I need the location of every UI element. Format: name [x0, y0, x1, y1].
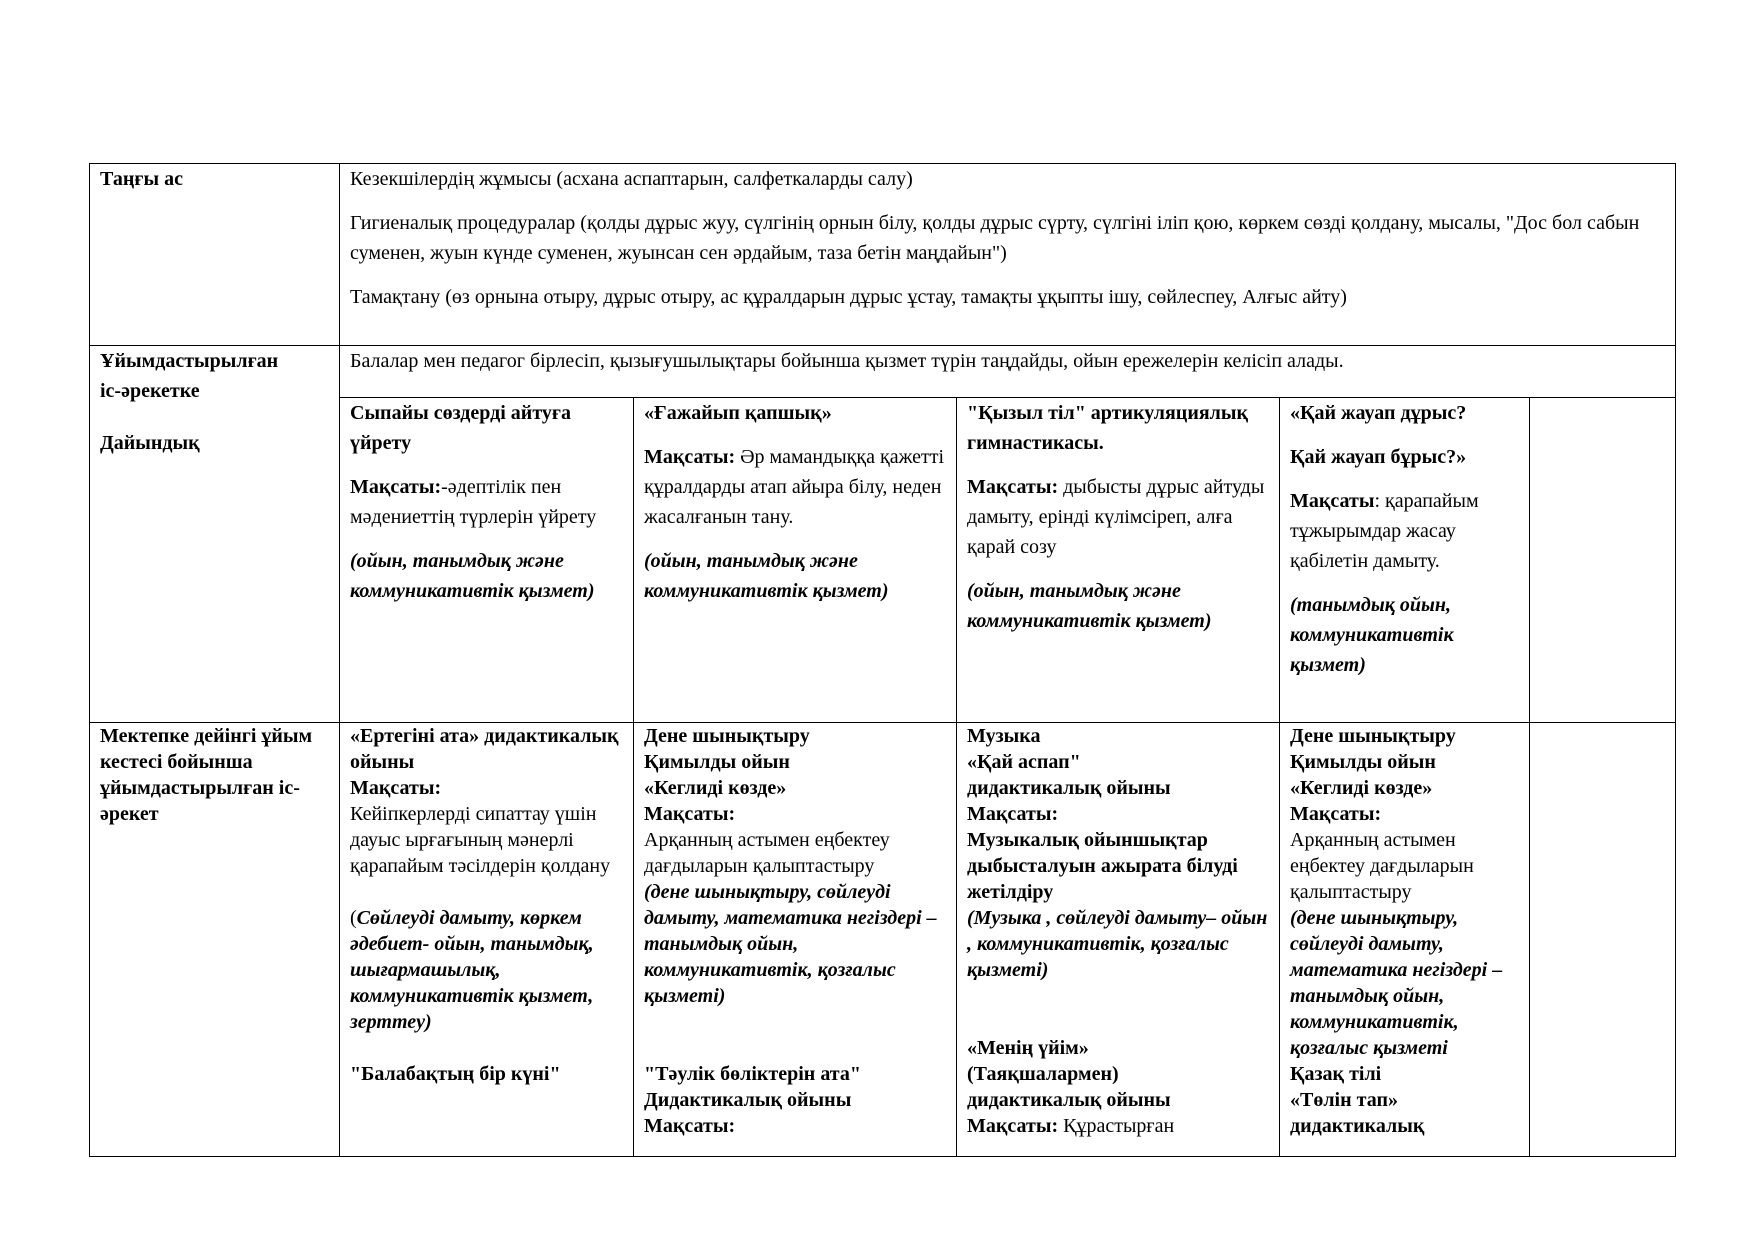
row-schedule-label — [90, 723, 340, 1157]
hygiene-paragraph: Гигиеналық процедуралар (қолды дұрыс жуу, сүлгінің орнын білу, қолды дұрыс сүрту, сүлгіні іліп қою, көркем сөзді қолдану, мысалы, "Дос бол сабын суменен, жуын күнде суменен, жуынсан сен әрдайым, таза бетін маңдайын") — [350, 212, 1640, 264]
schedule-activity-1-goal-label: Мақсаты: — [350, 777, 442, 799]
row-prep-label-line2: іс-әрекетке — [100, 380, 200, 402]
schedule-activity-3-game-type: дидактикалық ойыны — [967, 777, 1171, 799]
schedule-activity-5-empty — [1530, 723, 1676, 1157]
row-prep-label-line3: Дайындық — [100, 432, 200, 454]
prep-activity-3-goal-text: дыбысты дұрыс айтуды дамыту, ерінді күлімсіреп, алға қарай созу — [967, 476, 1265, 558]
schedule-activity-1-goal-text: Кейіпкерлерді сипаттау үшін дауыс ырғағының мәнерлі қарапайым тәсілдерін қолдану — [350, 803, 611, 877]
prep-activity-3 — [957, 398, 1280, 723]
schedule-activity-3-goal-text: Музыкалық ойыншықтар дыбысталуын ажырата білуді жетілдіру — [967, 829, 1238, 903]
schedule-activity-2-goal-label: Мақсаты: — [644, 803, 736, 825]
prep-activity-1-goal — [350, 472, 623, 532]
prep-activity-4-goal — [1290, 486, 1519, 576]
prep-activity-4-type: (танымдық ойын, коммуникативтік қызмет) — [1290, 594, 1454, 676]
schedule-activity-4-goal-label: Мақсаты: — [1290, 803, 1382, 825]
prep-activity-5-empty — [1530, 398, 1676, 723]
prep-activity-4-goal-label: Мақсаты — [1290, 490, 1375, 512]
schedule-activity-3-next-goal — [967, 1113, 1269, 1139]
prep-activity-3-goal — [967, 472, 1269, 562]
row-breakfast — [90, 164, 1676, 346]
prep-activity-4-goal-text: : қарапайым тұжырымдар жасау қабілетін дамыту. — [1290, 490, 1479, 572]
schedule-activity-3 — [957, 723, 1280, 1157]
prep-activity-3-type: (ойын, танымдық және коммуникативтік қызмет) — [967, 580, 1212, 632]
schedule-activity-3-next-sub: (Таяқшалармен) — [967, 1063, 1119, 1085]
prep-activity-4 — [1280, 398, 1530, 723]
prep-activity-1-type: (ойын, танымдық және коммуникативтік қызмет) — [350, 550, 595, 602]
schedule-activity-4-next-title: «Төлін тап» — [1290, 1089, 1398, 1111]
duty-paragraph: Кезекшілердің жұмысы (асхана аспаптарын, салфеткаларды салу) — [350, 168, 913, 190]
schedule-activity-1-type-text: Сөйлеуді дамыту, көркем әдебиет- ойын, танымдық, шығармашылық, коммуникативтік қызмет, зерттеу) — [350, 907, 594, 1033]
prep-activity-1 — [340, 398, 634, 723]
eating-paragraph: Тамақтану (өз орнына отыру, дұрыс отыру, ас құралдарын дұрыс ұстау, тамақты ұқыпты ішу, сөйлеспеу, Алғыс айту) — [350, 286, 1347, 308]
row-breakfast-label — [90, 164, 340, 346]
schedule-activity-1-title: «Ертегіні ата» дидактикалық ойыны — [350, 725, 619, 773]
schedule-activity-2-game-type: Қимылды ойын — [644, 751, 790, 773]
prep-activity-4-title-line2: Қай жауап бұрыс?» — [1290, 446, 1467, 468]
schedule-activity-3-next-goal-label: Мақсаты: — [967, 1115, 1059, 1137]
schedule-activity-1-type — [350, 905, 623, 1035]
schedule-activity-2-next-type: Дидактикалық ойыны — [644, 1089, 852, 1111]
schedule-activity-1 — [340, 723, 634, 1157]
schedule-activity-1-next-title: "Балабақтың бір күні" — [350, 1063, 561, 1085]
prep-activity-3-goal-label: Мақсаты: — [967, 476, 1059, 498]
row-schedule-label-text: Мектепке дейінгі ұйым кестесі бойынша ұйымдастырылған іс-әрекет — [100, 725, 313, 825]
prep-activity-2-goal-label: Мақсаты: — [644, 446, 736, 468]
row-prep-label-line1: Ұйымдастырылған — [100, 350, 279, 372]
prep-activity-4-title-line1: «Қай жауап дұрыс? — [1290, 402, 1467, 424]
prep-activity-2-title: «Ғажайып қапшық» — [644, 402, 832, 424]
row-prep-intro-text: Балалар мен педагог бірлесіп, қызығушылықтары бойынша қызмет түрін таңдайды, ойын ережелерін келісіп алады. — [350, 350, 1344, 372]
schedule-activity-3-type: (Музыка , сөйлеуді дамыту– ойын , коммуникативтік, қозғалыс қызметі) — [967, 907, 1268, 981]
schedule-activity-3-goal-label: Мақсаты: — [967, 803, 1059, 825]
schedule-activity-3-next-type: дидактикалық ойыны — [967, 1089, 1171, 1111]
prep-activity-2-goal-text: Әр мамандыққа қажетті құралдарды атап айыра білу, неден жасалғанын тану. — [644, 446, 945, 528]
schedule-activity-4-subject: Дене шынықтыру — [1290, 725, 1456, 747]
row-breakfast-label-text: Таңғы ас — [100, 168, 183, 190]
prep-activity-3-title: "Қызыл тіл" артикуляциялық гимнастикасы. — [967, 402, 1249, 454]
row-prep-intro — [90, 346, 1676, 398]
schedule-activity-4-next-subject: Қазақ тілі — [1290, 1063, 1382, 1085]
schedule-activity-4-type: (дене шынықтыру, сөйлеуді дамыту, математика негіздері – танымдық ойын, коммуникативтік, қозғалыс қызметі — [1290, 907, 1503, 1059]
schedule-activity-2-goal-text: Арқанның астымен еңбектеу дағдыларын қалыптастыру — [644, 829, 890, 877]
schedule-activity-2-type: (дене шынықтыру, сөйлеуді дамыту, математика негіздері – танымдық ойын, коммуникативтік, қозғалыс қызметі) — [644, 881, 937, 1007]
schedule-activity-4 — [1280, 723, 1530, 1157]
prep-activity-2-type: (ойын, танымдық және коммуникативтік қызмет) — [644, 550, 889, 602]
row-schedule — [90, 723, 1676, 1157]
prep-activity-2 — [634, 398, 957, 723]
schedule-activity-1-type-open: ( — [350, 907, 357, 929]
prep-activity-1-goal-label: Мақсаты: — [350, 476, 442, 498]
schedule-activity-2-game-name: «Кеглиді көзде» — [644, 777, 787, 799]
schedule-activity-3-game-name: «Қай аспап" — [967, 751, 1081, 773]
schedule-activity-4-game-name: «Кеглиді көзде» — [1290, 777, 1433, 799]
schedule-activity-2-next-goal-label: Мақсаты: — [644, 1115, 736, 1137]
schedule-activity-3-next-goal-text: Құрастырған — [1058, 1115, 1175, 1137]
schedule-activity-3-next-title: «Менің үйім» — [967, 1037, 1089, 1059]
row-breakfast-content — [340, 164, 1676, 346]
schedule-activity-4-next-type: дидактикалық — [1290, 1115, 1425, 1137]
schedule-activity-4-goal-text: Арқанның астымен еңбектеу дағдыларын қалыптастыру — [1290, 829, 1474, 903]
row-prep-label — [90, 346, 340, 723]
schedule-activity-4-game-type: Қимылды ойын — [1290, 751, 1436, 773]
schedule-activity-3-subject: Музыка — [967, 725, 1041, 747]
row-prep-intro-cell — [340, 346, 1676, 398]
schedule-activity-2-subject: Дене шынықтыру — [644, 725, 810, 747]
daily-plan-table — [89, 163, 1676, 1157]
prep-activity-1-goal-text: -әдептілік пен мәдениеттің түрлерін үйрету — [350, 476, 597, 528]
schedule-activity-2 — [634, 723, 957, 1157]
prep-activity-1-title: Сыпайы сөздерді айтуға үйрету — [350, 402, 571, 454]
schedule-activity-2-next-title: "Тәулік бөліктерін ата" — [644, 1063, 861, 1085]
prep-activity-2-goal — [644, 442, 946, 532]
